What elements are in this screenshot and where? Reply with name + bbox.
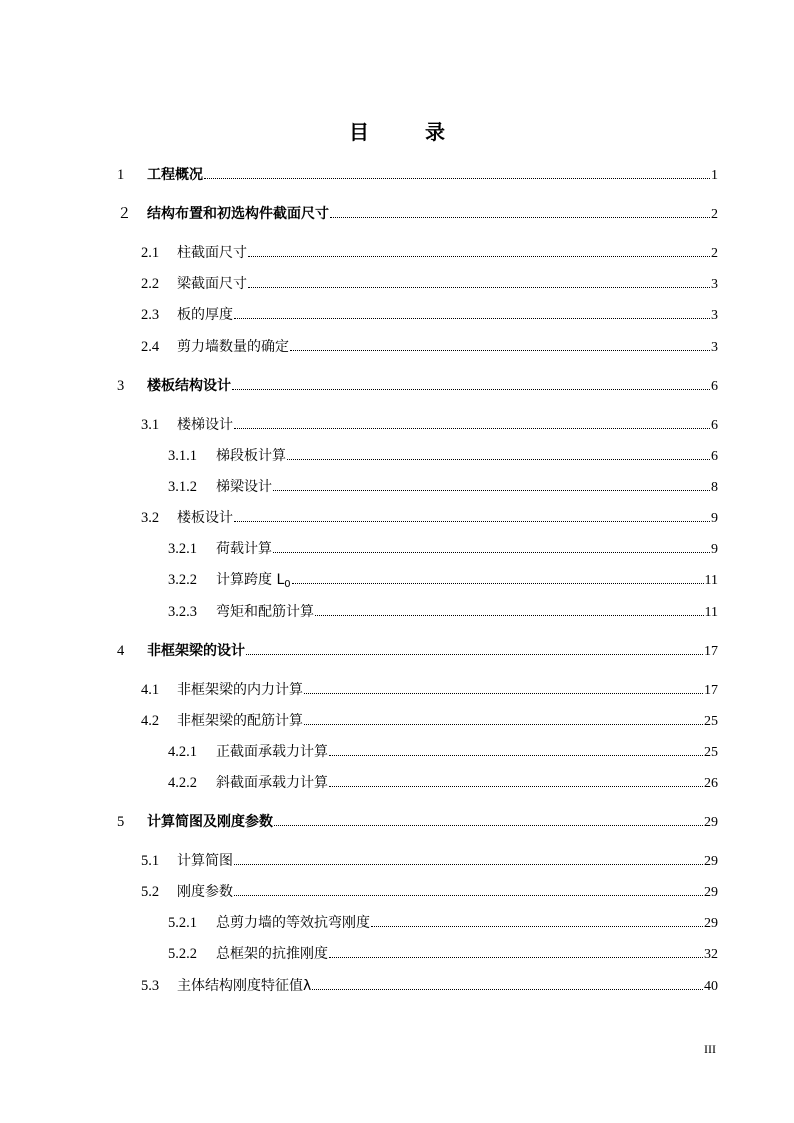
toc-dot-leader [330,217,710,218]
toc-dot-leader [234,521,710,522]
toc-entry-number: 3.2 [141,510,160,526]
toc-entry-number: 4 [117,643,125,659]
toc-entry-title: 弯矩和配筋计算 [216,604,314,620]
toc-dot-leader [371,926,703,927]
toc-entry[interactable] [141,242,718,264]
toc-title-right: 录 [425,120,445,144]
toc-entry[interactable] [117,811,718,833]
toc-entry-number: 3 [117,378,125,394]
toc-entry[interactable] [168,601,718,623]
toc-dot-leader [274,825,703,826]
toc-entry-number: 5.2.2 [168,946,197,962]
toc-entry-number: 3.2.1 [168,541,197,557]
toc-entry-page: 25 [704,714,718,729]
toc-entry[interactable] [141,850,718,872]
toc-entry[interactable] [117,375,718,397]
toc-dot-leader [329,755,703,756]
toc-entry-page: 8 [711,480,718,495]
toc-entry-number: 3.2.2 [168,572,197,588]
toc-entry-page: 11 [704,573,718,588]
toc-entry-page: 32 [704,947,718,962]
toc-dot-leader [248,287,710,288]
toc-entry-title: 梯段板计算 [216,448,286,464]
toc-dot-leader [234,864,703,865]
toc-entry-number: 3.1.1 [168,448,197,464]
toc-entry-number: 4.2 [141,713,160,729]
toc-entry-number: 4.1 [141,682,160,698]
toc-dot-leader [292,583,704,584]
toc-entry-number: 5.2 [141,884,160,900]
toc-entry-number: 5.3 [141,978,160,994]
toc-entry-page: 2 [711,246,718,261]
toc-entry-title: 梯梁设计 [216,479,272,495]
toc-entry[interactable] [117,203,718,225]
toc-dot-leader [204,178,710,179]
toc-entry-title: 板的厚度 [177,307,233,323]
toc-entry[interactable] [141,881,718,903]
toc-entry-title: 楼板结构设计 [147,378,231,394]
toc-entry-number: 1 [117,167,125,183]
toc-entry-number: 5.1 [141,853,160,869]
toc-dot-leader [232,389,710,390]
toc-entry[interactable] [117,164,718,186]
toc-entry-number: 2.1 [141,245,160,261]
toc-entry-number: 5.2.1 [168,915,197,931]
toc-entry-title: 主体结构刚度特征值λ [177,978,312,994]
toc-entry-page: 3 [711,277,718,292]
toc-entry-title: 正截面承载力计算 [216,744,328,760]
toc-entry-page: 6 [711,379,718,394]
toc-entry-title: 总框架的抗推刚度 [216,946,328,962]
toc-dot-leader [273,552,710,553]
toc-entry-page: 9 [711,511,718,526]
toc-entry-page: 29 [704,916,718,931]
toc-entry-number: 3.1.2 [168,479,197,495]
toc-dot-leader [312,989,703,990]
toc-dot-leader [304,724,703,725]
toc-entry-page: 1 [711,168,718,183]
toc-entry-title: 结构布置和初选构件截面尺寸 [147,206,329,222]
toc-entry[interactable] [141,273,718,295]
toc-entry[interactable] [168,569,718,591]
toc-entry[interactable] [168,912,718,934]
toc-entry-page: 2 [711,207,718,222]
toc-entry[interactable] [168,741,718,763]
toc-entry[interactable] [168,476,718,498]
toc-entry-number: 3.1 [141,417,160,433]
toc-dot-leader [234,895,703,896]
toc-entry[interactable] [141,507,718,529]
toc-entry-page: 40 [704,979,718,994]
toc-entry-page: 26 [704,776,718,791]
toc-entry[interactable] [168,445,718,467]
toc-title-left: 目 [349,120,369,144]
toc-entry-number: 2.4 [141,339,160,355]
toc-entry[interactable] [141,975,718,997]
toc-entry-page: 29 [704,815,718,830]
toc-entry-title: 计算跨度 $L_0$ [216,572,291,590]
toc-entry-title: 斜截面承载力计算 [216,775,328,791]
toc-entry-title: 工程概况 [147,167,203,183]
toc-dot-leader [234,318,710,319]
toc-entry-page: 6 [711,449,718,464]
toc-entry-page: 29 [704,854,718,869]
toc-entry-page: 17 [704,644,718,659]
toc-entry[interactable] [141,414,718,436]
toc-dot-leader [329,957,703,958]
toc-dot-leader [234,428,710,429]
toc-entry-page: 6 [711,418,718,433]
toc-entry-subscript: 0 [284,579,291,590]
toc-entry-page: 9 [711,542,718,557]
toc-entry[interactable] [168,772,718,794]
toc-entry-title: 非框架梁的内力计算 [177,682,303,698]
toc-entry-page: 3 [711,340,718,355]
toc-entry-title: 柱截面尺寸 [177,245,247,261]
toc-entry-title: 剪力墙数量的确定 [177,339,289,355]
toc-entry-title: 刚度参数 [177,884,233,900]
toc-entry-number: 5 [117,814,125,830]
toc-entry-title: 荷载计算 [216,541,272,557]
toc-dot-leader [287,459,710,460]
toc-entry-number: 4.2.2 [168,775,197,791]
toc-entry-number: 2.3 [141,307,160,323]
toc-entry-page: 17 [704,683,718,698]
toc-entry-page: 11 [704,605,718,620]
toc-entry-page: 3 [711,308,718,323]
toc-entry-title: 总剪力墙的等效抗弯刚度 [216,915,370,931]
toc-dot-leader [290,350,710,351]
toc-dot-leader [248,256,710,257]
toc-entry-number: 4.2.1 [168,744,197,760]
toc-dot-leader [315,615,704,616]
toc-entry-number: ２ [117,206,132,222]
toc-entry-number: 3.2.3 [168,604,197,620]
toc-entry-title: 计算简图 [177,853,233,869]
toc-entry[interactable] [141,304,718,326]
page-number: III [704,1042,716,1056]
toc-entry-title: 计算简图及刚度参数 [147,814,273,830]
toc-dot-leader [246,654,703,655]
toc-entry-page: 29 [704,885,718,900]
toc-entry-title: 非框架梁的配筋计算 [177,713,303,729]
toc-dot-leader [304,693,703,694]
toc-entry[interactable] [117,640,718,662]
toc-entry-title: 非框架梁的设计 [147,643,245,659]
toc-entry[interactable] [141,710,718,732]
toc-entry[interactable] [168,538,718,560]
toc-entry[interactable] [141,336,718,358]
toc-entry-page: 25 [704,745,718,760]
toc-entry-title: 楼板设计 [177,510,233,526]
toc-dot-leader [329,786,703,787]
toc-entry[interactable] [168,943,718,965]
toc-dot-leader [273,490,710,491]
toc-entry-title: 梁截面尺寸 [177,276,247,292]
toc-entry[interactable] [141,679,718,701]
toc-entry-title: 楼梯设计 [177,417,233,433]
toc-entry-number: 2.2 [141,276,160,292]
